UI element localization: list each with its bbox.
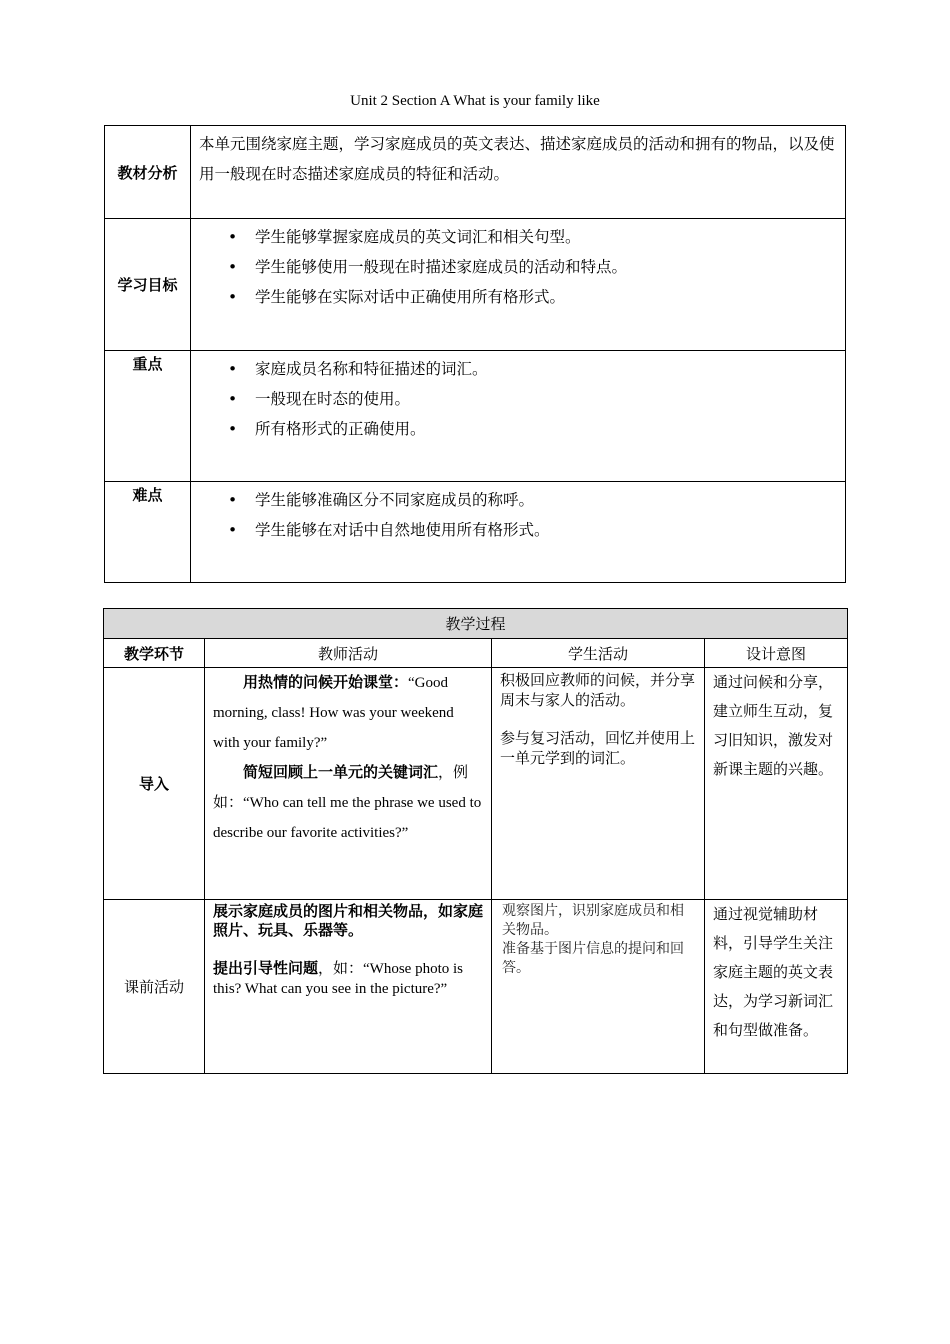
label-materials-analysis: 教材分析 <box>105 126 191 219</box>
column-header-teacher: 教师活动 <box>205 639 492 668</box>
teacher-activity-bold: 展示家庭成员的图片和相关物品，如家庭照片、玩具、乐器等。 <box>213 902 484 939</box>
column-header-stage: 教学环节 <box>104 639 205 668</box>
key-points-list <box>191 354 845 444</box>
student-activity-text: 积极回应教师的问候，并分享周末与家人的活动。 <box>500 671 696 709</box>
document-title: Unit 2 Section A What is your family like <box>350 93 600 109</box>
teaching-process-title: 教学过程 <box>104 609 848 639</box>
label-learning-goals: 学习目标 <box>105 219 191 351</box>
student-activity-text: 参与复习活动，回忆并使用上一单元学到的词汇。 <box>500 729 696 767</box>
label-difficulties: 难点 <box>105 482 191 583</box>
teacher-activity-text: ，如：“Whose photo is this? What can you see in the picture?” <box>213 961 463 997</box>
stage-cell: 导入 <box>104 668 205 900</box>
key-points-cell <box>191 351 846 482</box>
student-activity-cell <box>492 900 705 1074</box>
list-item: • 学生能够在对话中自然地使用所有格形式。 <box>255 515 845 545</box>
table-row <box>104 900 848 1074</box>
overview-table <box>104 125 846 583</box>
difficulties-cell <box>191 482 846 583</box>
stage-cell: 课前活动 <box>104 900 205 1074</box>
design-intent-cell: 通过问候和分享，建立师生互动，复习旧知识，激发对新课主题的兴趣。 <box>705 668 848 900</box>
teacher-activity-cell <box>205 668 492 900</box>
teacher-activity-bold: 提出引导性问题 <box>213 959 319 977</box>
list-item: • 学生能够在实际对话中正确使用所有格形式。 <box>255 282 845 312</box>
materials-analysis-text: 本单元围绕家庭主题，学习家庭成员的英文表达、描述家庭成员的活动和拥有的物品，以及使用一般现在时态描述家庭成员的特征和活动。 <box>191 126 846 219</box>
student-activity-cell <box>492 668 705 900</box>
column-header-intent: 设计意图 <box>705 639 848 668</box>
student-activity-text: 观察图片，识别家庭成员和相关物品。 <box>502 903 684 938</box>
label-key-points: 重点 <box>105 351 191 482</box>
teacher-activity-text: ，例如：“Who can tell me the phrase we used to describe our favorite activities?” <box>213 765 482 841</box>
list-item: • 一般现在时态的使用。 <box>255 384 845 414</box>
list-item: • 所有格形式的正确使用。 <box>255 414 845 444</box>
learning-goals-list <box>191 222 845 312</box>
learning-goals-cell <box>191 219 846 351</box>
teacher-activity-text: “Good morning, class! How was your weekend with your family?” <box>213 675 454 751</box>
teacher-activity-cell <box>205 900 492 1074</box>
teaching-process-table <box>103 608 848 1074</box>
teacher-activity-bold: 用热情的问候开始课堂： <box>243 673 409 691</box>
column-header-student: 学生活动 <box>492 639 705 668</box>
teacher-activity-bold: 简短回顾上一单元的关键词汇 <box>243 763 439 781</box>
list-item: • 学生能够使用一般现在时描述家庭成员的活动和特点。 <box>255 252 845 282</box>
list-item: • 学生能够掌握家庭成员的英文词汇和相关句型。 <box>255 222 845 252</box>
list-item: • 学生能够准确区分不同家庭成员的称呼。 <box>255 485 845 515</box>
list-item: • 家庭成员名称和特征描述的词汇。 <box>255 354 845 384</box>
difficulties-list <box>191 485 845 545</box>
table-row <box>104 668 848 900</box>
student-activity-text: 准备基于图片信息的提问和回答。 <box>502 941 684 976</box>
design-intent-cell: 通过视觉辅助材料，引导学生关注家庭主题的英文表达，为学习新词汇和句型做准备。 <box>705 900 848 1074</box>
